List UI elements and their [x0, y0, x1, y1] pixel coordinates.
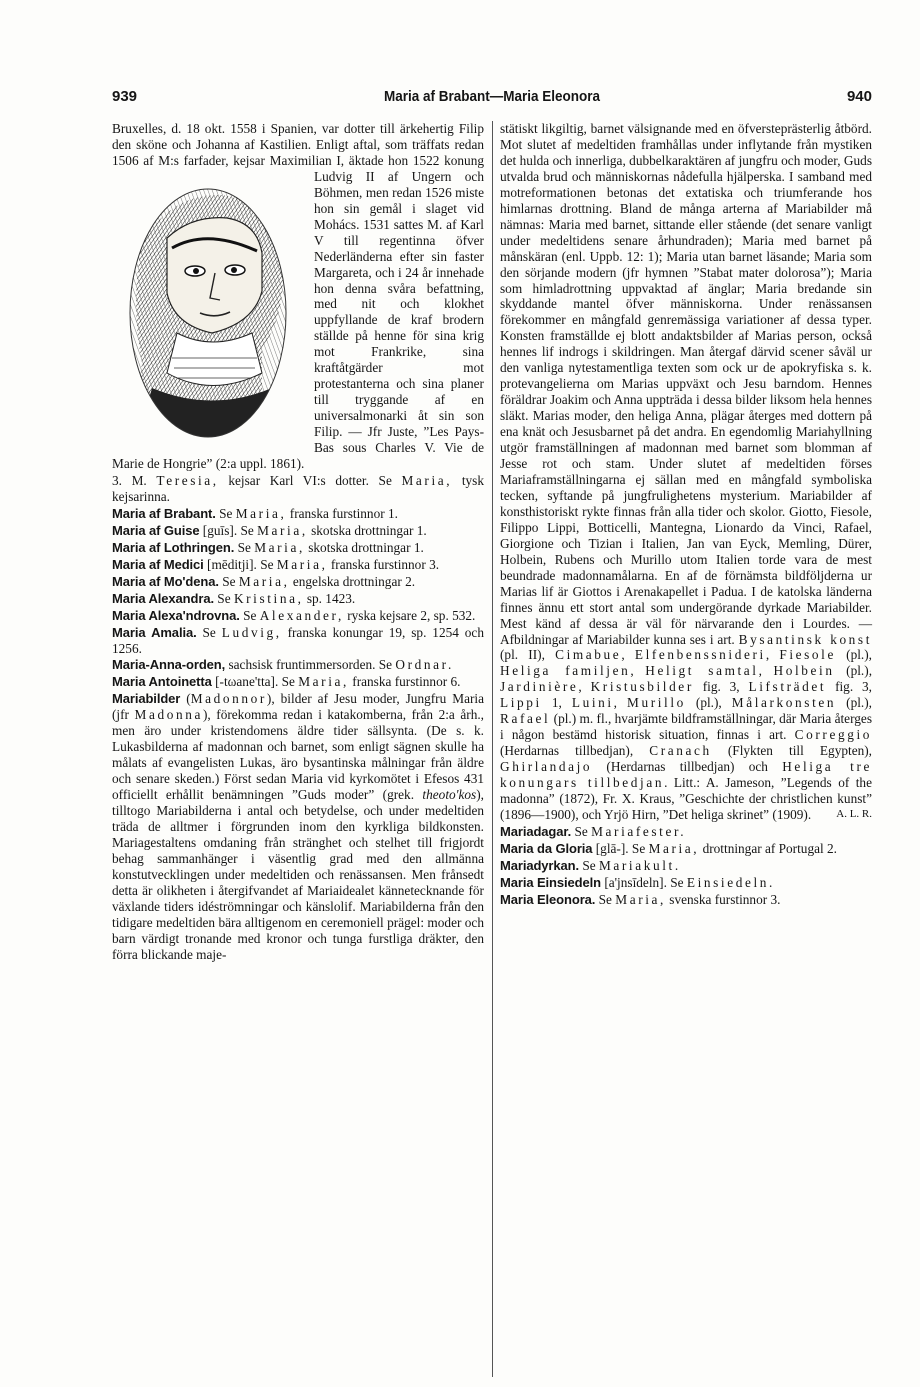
entry-mariadagar	[500, 824, 872, 840]
cross-reference[interactable]: Ordnar.	[395, 657, 454, 673]
cross-reference[interactable]: Maria,	[257, 522, 308, 538]
entry-headword: Maria Alexa'ndrovna.	[112, 607, 240, 623]
cross-reference[interactable]: Elfenbenssnideri	[634, 647, 766, 663]
entry-text: ,	[630, 663, 646, 679]
cross-reference[interactable]: Maria,	[298, 674, 349, 690]
entry-name: Teresia,	[156, 472, 219, 488]
cross-reference[interactable]: Luini	[571, 695, 614, 711]
cross-reference[interactable]: Maria,	[401, 472, 453, 488]
entry-text: (Herdarnas tillbedjan) och	[592, 759, 783, 775]
entry-text: ryska kejsare 2, sp. 532.	[347, 607, 476, 623]
left-column	[112, 121, 484, 963]
cross-reference[interactable]: Einsiedeln.	[686, 874, 775, 890]
entry-headword: Maria af Mo'dena.	[112, 573, 219, 589]
cross-reference[interactable]: Heliga familjen	[500, 663, 631, 679]
entry-maria-antoinetta	[112, 674, 484, 690]
entry-number: 3. M.	[112, 472, 147, 488]
entry-headword: Maria da Gloria	[500, 840, 593, 856]
entry-text: ,	[613, 695, 628, 711]
entry-text: [a'jnsīdeln]. Se	[604, 874, 684, 890]
entry-text: drottningar af Portugal 2.	[702, 840, 837, 856]
cross-reference[interactable]: Mariakult.	[598, 857, 681, 873]
entry-text: [mēditji]. Se	[207, 556, 274, 572]
entry-headword: Maria-Anna-orden,	[112, 657, 226, 673]
cross-reference[interactable]: Heliga tre konungars tillbedjan	[500, 759, 872, 791]
entry-text: ), tilltogo Mariabilderna i antal och betydelse, och under medeltiden träda de alltmer i förgrunden inom den kyrkliga bildkonsten. Mariagestaltens omdaning från stränghet och stelhet till frigjordt behag sammanhänger i väsentlig grad med den allmänna konstutvecklingen under medeltiden och renässansen. Men frånsedt detta är olikheten i återgifvandet af Mariaidealet kännetecknande för växlande tiders idéströmningar och känslolif. Mariabilderna från den tidigare medeltiden bära alltigenom en ceremoniell prägel: moder och barn värdigt tronande med kronor och tunga furstliga dräkter, den förra blickande maje-	[112, 787, 484, 962]
entry-text: (Flykten till Egypten),	[711, 743, 873, 759]
cross-reference[interactable]: Jardinière	[500, 679, 579, 695]
entry-maria-af-guise	[112, 523, 484, 539]
intro-paragraph	[112, 121, 484, 472]
entry-maria-anna-orden	[112, 657, 484, 673]
cross-reference[interactable]: Correggio	[794, 727, 872, 743]
entry-maria-amalia	[112, 625, 484, 657]
cross-reference[interactable]: Maria,	[615, 891, 666, 907]
cross-reference[interactable]: Kristusbilder	[590, 679, 694, 695]
entry-maria-alexandrovna	[112, 608, 484, 624]
entry-text: Se	[217, 590, 231, 606]
entry-text: (pl.),	[835, 647, 873, 663]
entry-text: . Litt.: A. Jameson, ”Legends of the madonna” (1872), Fr. X. Kraus, ”Geschichte der christlichen kunst” (1896—1900), och Yrjö Hirn, ”Det heliga skrinet” (1909).	[500, 775, 872, 822]
entry-text: skotska drottningar 1.	[311, 522, 427, 538]
entry-text: [-tωane'tta]. Se	[215, 674, 295, 690]
entry-text: Se	[574, 823, 588, 839]
page-number-left: 939	[112, 88, 138, 105]
entry-headword: Maria Alexandra.	[112, 590, 214, 606]
page-number-right: 940	[846, 88, 872, 105]
entry-headword: Maria Amalia.	[112, 624, 197, 640]
cross-reference[interactable]: Fiesole	[779, 647, 836, 663]
page-header	[112, 88, 872, 108]
entry-text: skotska drottningar 1.	[308, 539, 424, 555]
cross-reference[interactable]: Heligt samtal	[645, 663, 759, 679]
cross-reference[interactable]: Lifsträdet	[748, 679, 827, 695]
cross-reference[interactable]: Ghirlandajo	[500, 759, 593, 775]
cross-reference[interactable]: Cranach	[649, 743, 712, 759]
entry-text: 1,	[541, 695, 572, 711]
entry-text: tysk kejsarinna.	[112, 472, 484, 504]
entry-maria-alexandra	[112, 591, 484, 607]
intro-text-a: Bruxelles, d. 18 okt. 1558 i Spanien, var dotter till ärkehertig Filip den sköne och Johanna af Kastilien. Enligt aftal, som träffats redan 1506 af M:s farfader, kejsar Maximilian I, äktade hon	[112, 121, 484, 168]
entry-text: (	[186, 691, 191, 707]
entry-text: (pl.),	[685, 695, 732, 711]
cross-reference[interactable]: Maria,	[235, 505, 287, 521]
author-signature: A. L. R.	[836, 807, 872, 820]
mariabilder-continued	[500, 121, 872, 823]
entry-headword: Maria Einsiedeln	[500, 874, 601, 890]
cross-reference[interactable]: Lippi	[500, 695, 542, 711]
entry-maria-af-lothringen	[112, 540, 484, 556]
cross-reference[interactable]: Maria,	[254, 539, 305, 555]
entry-text: sp. 1423.	[306, 590, 356, 606]
entry-text: [guīs]. Se	[202, 522, 254, 538]
entry-text: franska furstinnor 6.	[352, 674, 461, 690]
cross-reference[interactable]: Ludvig,	[221, 624, 282, 640]
entry-headword: Mariadyrkan.	[500, 857, 580, 873]
cross-reference[interactable]: Madonna	[134, 707, 203, 723]
entry-text: (pl.) m. fl., hvarjämte bildframställningar, där Maria återges i någon bestämd historisk situation, finnas i art.	[500, 711, 872, 743]
entry-mariadyrkan	[500, 858, 872, 874]
entry-headword: Mariabilder	[112, 691, 181, 707]
entry-text: sachsisk fruntimmersorden. Se	[228, 657, 393, 673]
cross-reference[interactable]: Maria,	[276, 556, 328, 572]
entry-headword: Mariadagar.	[500, 823, 572, 839]
entry-text: ,	[758, 663, 774, 679]
entry-text: franska konungar 19, sp. 1254 och 1256.	[112, 624, 484, 656]
entry-text: Se	[598, 891, 612, 907]
cross-reference[interactable]: Maria,	[238, 573, 290, 589]
entry-headword: Maria Eleonora.	[500, 891, 596, 907]
entry-text: kejsar Karl VI:s dotter. Se	[228, 472, 392, 488]
entry-text: fig. 3,	[826, 679, 872, 695]
entry-text: franska furstinnor 3.	[330, 556, 440, 572]
intro-text-b: 1522 konung Ludvig II af Ungern och Böhmen, men redan 1526 miste hon sin gemål i slaget vid Mohács. 1531 sattes M. af Karl V till regentinna öfver Nederländerna efter sin faster Margareta, och i 24 år innehade hon denna svåra befattning, med nit och klokhet uppfyllande de kraf brodern ställde på henne för sina krig mot Frankrike, sina kraftåtgärder mot protestanterna och sina planer till tryggande af en universalmonarki åt sin son Filip. — Jfr Juste, ”Les Pays-Bas sous Charles V. Vie de Marie de Hongrie” (2:a uppl. 1861).	[112, 152, 484, 472]
entry-text: ,	[765, 647, 780, 663]
right-column	[500, 121, 872, 908]
entry-text: stätiskt likgiltig, barnet välsignande med en öfversteprästerlig åtbörd. Mot slutet af medeltiden framhållas under inflytande från mystiken det hulda och innerliga, dubbelkaraktären af jungfru och moder, Guds utvalda brud och människornas nådefulla hjälperska. I samband med motreformationen betonas det extatiska och triumferande hos himlarnas drottning. Bland de många arterna af Mariabilder må nämnas: Maria med barnet, sittande eller stående (det senare vanligt under medeltidens senare århundraden); Maria med barnet på månskäran (enl. Uppb. 12: 1); Maria utan barnet läsande; Maria som den sörjande modern (jfr hymnen ”Stabat mater dolorosa”); Maria som himladrottning uppvaktad af änglar; Maria bredande sin skyddande mantel öfver människorna. Under renässansen förekommer en mångfald genremässiga variationer af dessa typer. Konsten framställde ej blott andaktsbilder af Marias person, också hennes lif indrogs i skildringen. Man återgaf därvid scener såväl ur den vanliga nytestamentliga texten som ock ur de apokryfiska s. k. protevangelierna om Marias uppväxt och Jesu barndom. Hennes föräldrar Joakim och Anna uppträda i dessa bilder liksom hela hennes släkt. Marias moder, den heliga Anna, plägar återges med dottern på ena knät och Jesusbarnet på det andra. En egendomlig Mariahyllning utgör framställningen af madonnan med barnet som blomman af Jesse rot och stam. Under slutet af medeltiden förses Mariaframställningarna ej sällan med en mångfald symboliska tecken, syftande på jungfrulighetens mysterium. Mariabilder af konsthistoriskt rykte finnas från alla tider och skolor. Giotto, Fiesole, Filippo Lippi, Botticelli, Mantegna, Lionardo da Vinci, Rafael, Giorgione och Tizian i Italien, Jan van Eyck, Memling, Dürer, Holbein, Rubens och Murillo utom Italien torde vara de mest beundrade madonnamålarna. En af de förnämsta bildföljderna ur Marias lif är Giottos i Arenakapellet i Padua. I de katolska länderna finnes ännu ett stort antal som undergörande dyrkade Mariabilder. Mest känd af dessa är väl för närvarande den i Lourdes. — Afbildningar af Mariabilder kunna ses i art.	[500, 121, 872, 647]
entry-text: ), bilder af Jesu moder, Jungfru Maria (jfr	[112, 691, 485, 723]
cross-reference[interactable]: Alexander,	[259, 607, 344, 623]
entry-text: ,	[621, 647, 635, 663]
entry-text: (pl.),	[834, 663, 873, 679]
entry-text: ), förekomma redan i katakomberna, från 2:a årh., men äro under kristendomens äldre tider sällsynta. (De s. k. Lukasbilderna af madonnan och barnet, som enligt sägnen skulle ha målats af evangelisten Lukas, äro bysantinska målningar från äldre och senare skeden.) Först sedan Maria vid kyrkomötet i Efesos 431 officiellt erhållit benämningen ”Guds moder” (grek.	[112, 707, 485, 803]
entry-text: engelska drottningar 2.	[292, 573, 416, 589]
cross-reference[interactable]: Målarkonsten	[731, 695, 837, 711]
entry-maria-eleonora	[500, 892, 872, 908]
cross-reference[interactable]: Madonnor	[190, 691, 267, 707]
entry-text: franska furstinnor 1.	[289, 505, 398, 521]
entry-text: ,	[578, 679, 591, 695]
entry-text: Se	[202, 624, 216, 640]
cross-reference[interactable]: Kristina,	[233, 590, 304, 606]
column-divider	[492, 121, 493, 1377]
entry-text: Se	[219, 505, 233, 521]
cross-reference[interactable]: Murillo	[627, 695, 686, 711]
entry-headword: Maria af Guise	[112, 522, 200, 538]
entry-headword: Maria af Brabant.	[112, 505, 216, 521]
entry-headword: Maria af Medici	[112, 556, 204, 572]
entry-text: svenska furstinnor 3.	[669, 891, 781, 907]
cross-reference[interactable]: Cimabue	[555, 647, 622, 663]
cross-reference[interactable]: Maria,	[648, 840, 700, 856]
running-title: Maria af Brabant—Maria Eleonora	[383, 88, 601, 105]
greek-term: theoto'kos	[422, 787, 477, 803]
entry-text: (pl.),	[836, 695, 873, 711]
cross-reference[interactable]: Mariafester.	[591, 823, 687, 839]
entry-mariabilder	[112, 691, 484, 962]
entry-headword: Maria af Lothringen.	[112, 539, 235, 555]
entry-text: [glā-]. Se	[595, 840, 646, 856]
entry-text: Se	[243, 607, 257, 623]
entry-text: (Herdarnas tillbedjan),	[500, 743, 650, 759]
entry-text: (pl. II),	[500, 647, 556, 663]
cross-reference[interactable]: Rafael	[500, 711, 551, 727]
entry-headword: Maria Antoinetta	[112, 674, 212, 690]
entry-maria-af-modena	[112, 574, 484, 590]
entry-text: fig. 3,	[693, 679, 749, 695]
entry-maria-af-brabant	[112, 506, 484, 522]
entry-text: Se	[222, 573, 236, 589]
entry-maria-af-medici	[112, 557, 484, 573]
cross-reference[interactable]: Holbein	[773, 663, 835, 679]
entry-text: Se	[582, 857, 596, 873]
portrait-illustration	[112, 173, 304, 443]
entry-teresia	[112, 473, 484, 505]
entry-text: Se	[237, 539, 251, 555]
cross-reference[interactable]: Bysantinsk konst	[738, 631, 873, 647]
entry-maria-einsiedeln	[500, 875, 872, 891]
entry-maria-da-gloria	[500, 841, 872, 857]
